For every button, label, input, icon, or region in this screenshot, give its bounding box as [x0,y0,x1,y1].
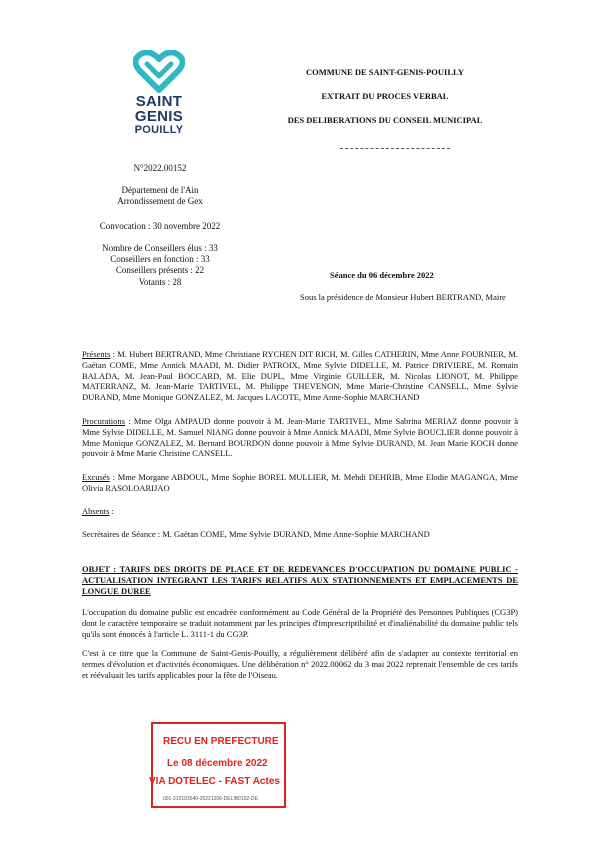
count-votants: Votants : 28 [138,277,182,287]
objet-paragraph [82,564,518,596]
stamp-line-date: Le 08 décembre 2022 [167,758,268,769]
absents-text: : [109,506,114,516]
presents-label: Présents [82,349,111,359]
count-elus: Nombre de Conseillers élus : 33 [102,243,218,253]
arrondissement: Arrondissement de Gex [117,196,203,206]
absents-label: Absents [82,506,110,516]
secretaires-paragraph: Secrétaires de Séance : M. Gaëtan COME, Mme Sylvie DURAND, Mme Anne-Sophie MARCHAND [82,529,430,539]
presidence: Sous la présidence de Monsieur Hubert BERTRAND, Maire [300,292,506,302]
objet-label: OBJET [82,564,110,574]
header-deliberations: DES DELIBERATIONS DU CONSEIL MUNICIPAL [287,115,483,125]
logo-text-genis: GENIS [134,108,184,125]
logo-text-saint: SAINT [135,93,183,110]
excuses-label: Excusés [82,472,110,482]
convocation-date: Convocation : 30 novembre 2022 [99,221,221,231]
excuses-paragraph [82,472,518,494]
body-paragraph-2: C'est à ce titre que la Commune de Saint-Genis-Pouilly, a régulièrement délibéré afin de s'adapter au contexte territorial en termes d'évolution et d'activités économiques. Une délibération n° 2022.00062 du 3 mai 2022 reprenait l'ensemble de ces tarifs et réévaluait les tarifs applicables pour la fête de l'Oiseau. [82,648,518,680]
departement: Département de l'Ain [121,185,199,195]
stamp-line-recu: RECU EN PREFECTURE [163,736,279,747]
header-extrait: EXTRAIT DU PROCES VERBAL [321,91,449,101]
objet-text: : TARIFS DES DROITS DE PLACE ET DE REDEVANCES D'OCCUPATION DU DOMAINE PUBLIC - ACTUALISATION INTEGRANT LES TARIFS RELATIFS AUX STATIONNEMENTS ET EMPLACEMENTS DE LONGUE DUREE [82,564,518,596]
procurations-label: Procurations [82,416,125,426]
absents-paragraph [82,506,518,517]
seance-date: Séance du 06 décembre 2022 [330,270,434,280]
reference-number: N°2022.00152 [133,163,187,173]
count-fonction: Conseillers en fonction : 33 [110,254,210,264]
body-paragraph-1: L'occupation du domaine public est encadrée conformément au Code Général de la Propriété des Personnes Publiques (CG3P) dont le caractère temporaire se traduit notamment par les principes d'imprescriptibilité et d'inaliénabilité du domaine public tels qu'ils sont énoncés à l'article L. 3111-1 du CG3P. [82,607,518,639]
procurations-paragraph [82,416,518,459]
logo-text-pouilly: POUILLY [134,124,184,136]
commune-logo [128,50,190,140]
header-separator [340,148,450,149]
presents-paragraph [82,349,518,403]
excuses-text: : Mme Morgane ABDOUL, Mme Sophie BOREL MULLIER, M. Mehdi DEHRIB, Mme Elodie MAGANGA, Mme Olivia RASOLOARIJAO [82,472,518,493]
procurations-text: : Mme Olga AMPAUD donne pouvoir à M. Jean-Marie TARTIVEL, Mme Sabrina MERIAZ donne pouvoir à Mme Sylvie DIDELLE, M. Samuel NIANG donne pouvoir à Mme Annick MAADI, Mme Sylvie BOUCLIER donne pouvoir à Mme Monique GONZALEZ, M. Bernard BOURDON donne pouvoir à Mme Sylvie DURAND, M. Jean Marie KOCH donne pouvoir à Mme Marie Christine CANSELL. [82,416,518,459]
presents-text: : M. Hubert BERTRAND, Mme Christiane RYCHEN DIT RICH, M. Gilles CATHERIN, Mme Anne FOURNIER, M. Gaëtan COME, Mme Annick MAADI, M. Didier PATROIX, Mme Sylvie DIDELLE, M. Patrice DRIVIERE, M. Romain BALADA, M. Jean-Paul BOCCARD, M. Elie DUPL, Mme Virginie GUILLER, M. Nicolas LIONOT, M. Philippe MATERRANZ, M. Jean-Marie TARTIVEL, M. Philippe THEVENON, Mme Marie-Christine CANSELL, Mme Sylvie DURAND, Mme Monique GONZALEZ, M. Jacques LACOTE, Mme Anne-Sophie MARCHAND [82,349,518,403]
prefecture-stamp [151,722,286,808]
heart-logo-icon [133,50,185,94]
stamp-line-via: VIA DOTELEC - FAST Actes [149,776,280,787]
stamp-line-id: 001-210103540-20221206-DELIB0152-DE [163,796,258,802]
header-commune: COMMUNE DE SAINT-GENIS-POUILLY [305,67,465,77]
count-presents: Conseillers présents : 22 [115,265,205,275]
